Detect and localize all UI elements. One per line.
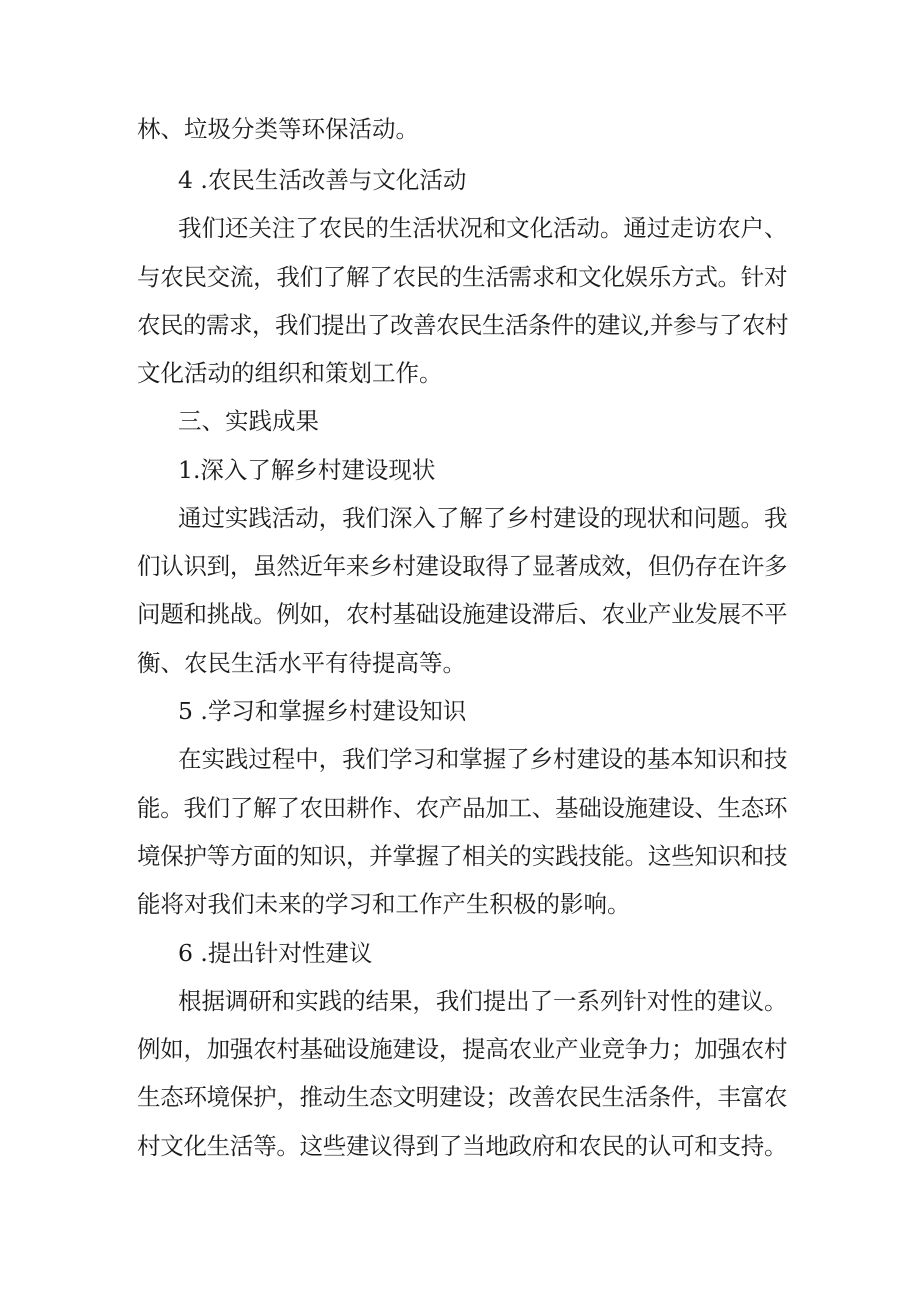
section-heading-3: 三、实践成果 [178,407,319,435]
paragraph-line: 生态环境保护，推动生态文明建设；改善农民生活条件，丰富农 [137,1083,787,1111]
paragraph-line: 农民的需求，我们提出了改善农民生活条件的建议,并参与了农村 [137,311,788,339]
paragraph-line: 林、垃圾分类等环保活动。 [137,115,419,143]
paragraph-line: 根据调研和实践的结果，我们提出了一系列针对性的建议。 [178,987,787,1015]
paragraph-line: 在实践过程中，我们学习和掌握了乡村建设的基本知识和技 [178,745,787,773]
paragraph-line: 我们还关注了农民的生活状况和文化活动。通过走访农户、 [178,214,787,242]
section-heading-4: 4 .农民生活改善与文化活动 [178,166,467,194]
paragraph-line: 问题和挑战。例如，农村基础设施建设滞后、农业产业发展不平 [137,600,787,628]
paragraph-line: 能。我们了解了农田耕作、农产品加工、基础设施建设、生态环 [137,794,787,822]
paragraph-line: 能将对我们未来的学习和工作产生积极的影响。 [137,890,631,918]
paragraph-line: 文化活动的组织和策划工作。 [137,359,443,387]
paragraph-line: 与农民交流，我们了解了农民的生活需求和文化娱乐方式。针对 [137,263,787,291]
paragraph-line: 衡、农民生活水平有待提高等。 [137,649,466,677]
section-heading-6: 6 .提出针对性建议 [178,939,373,967]
paragraph-line: 村文化生活等。这些建议得到了当地政府和农民的认可和支持。 [137,1132,787,1160]
section-heading-5: 5 .学习和掌握乡村建设知识 [178,697,467,725]
paragraph-line: 通过实践活动，我们深入了解了乡村建设的现状和问题。我 [178,504,787,532]
paragraph-line: 境保护等方面的知识，并掌握了相关的实践技能。这些知识和技 [137,842,787,870]
paragraph-line: 们认识到，虽然近年来乡村建设取得了显著成效，但仍存在许多 [137,552,787,580]
paragraph-line: 例如，加强农村基础设施建设，提高农业产业竞争力；加强农村 [137,1035,787,1063]
section-heading-1: 1.深入了解乡村建设现状 [178,456,436,484]
